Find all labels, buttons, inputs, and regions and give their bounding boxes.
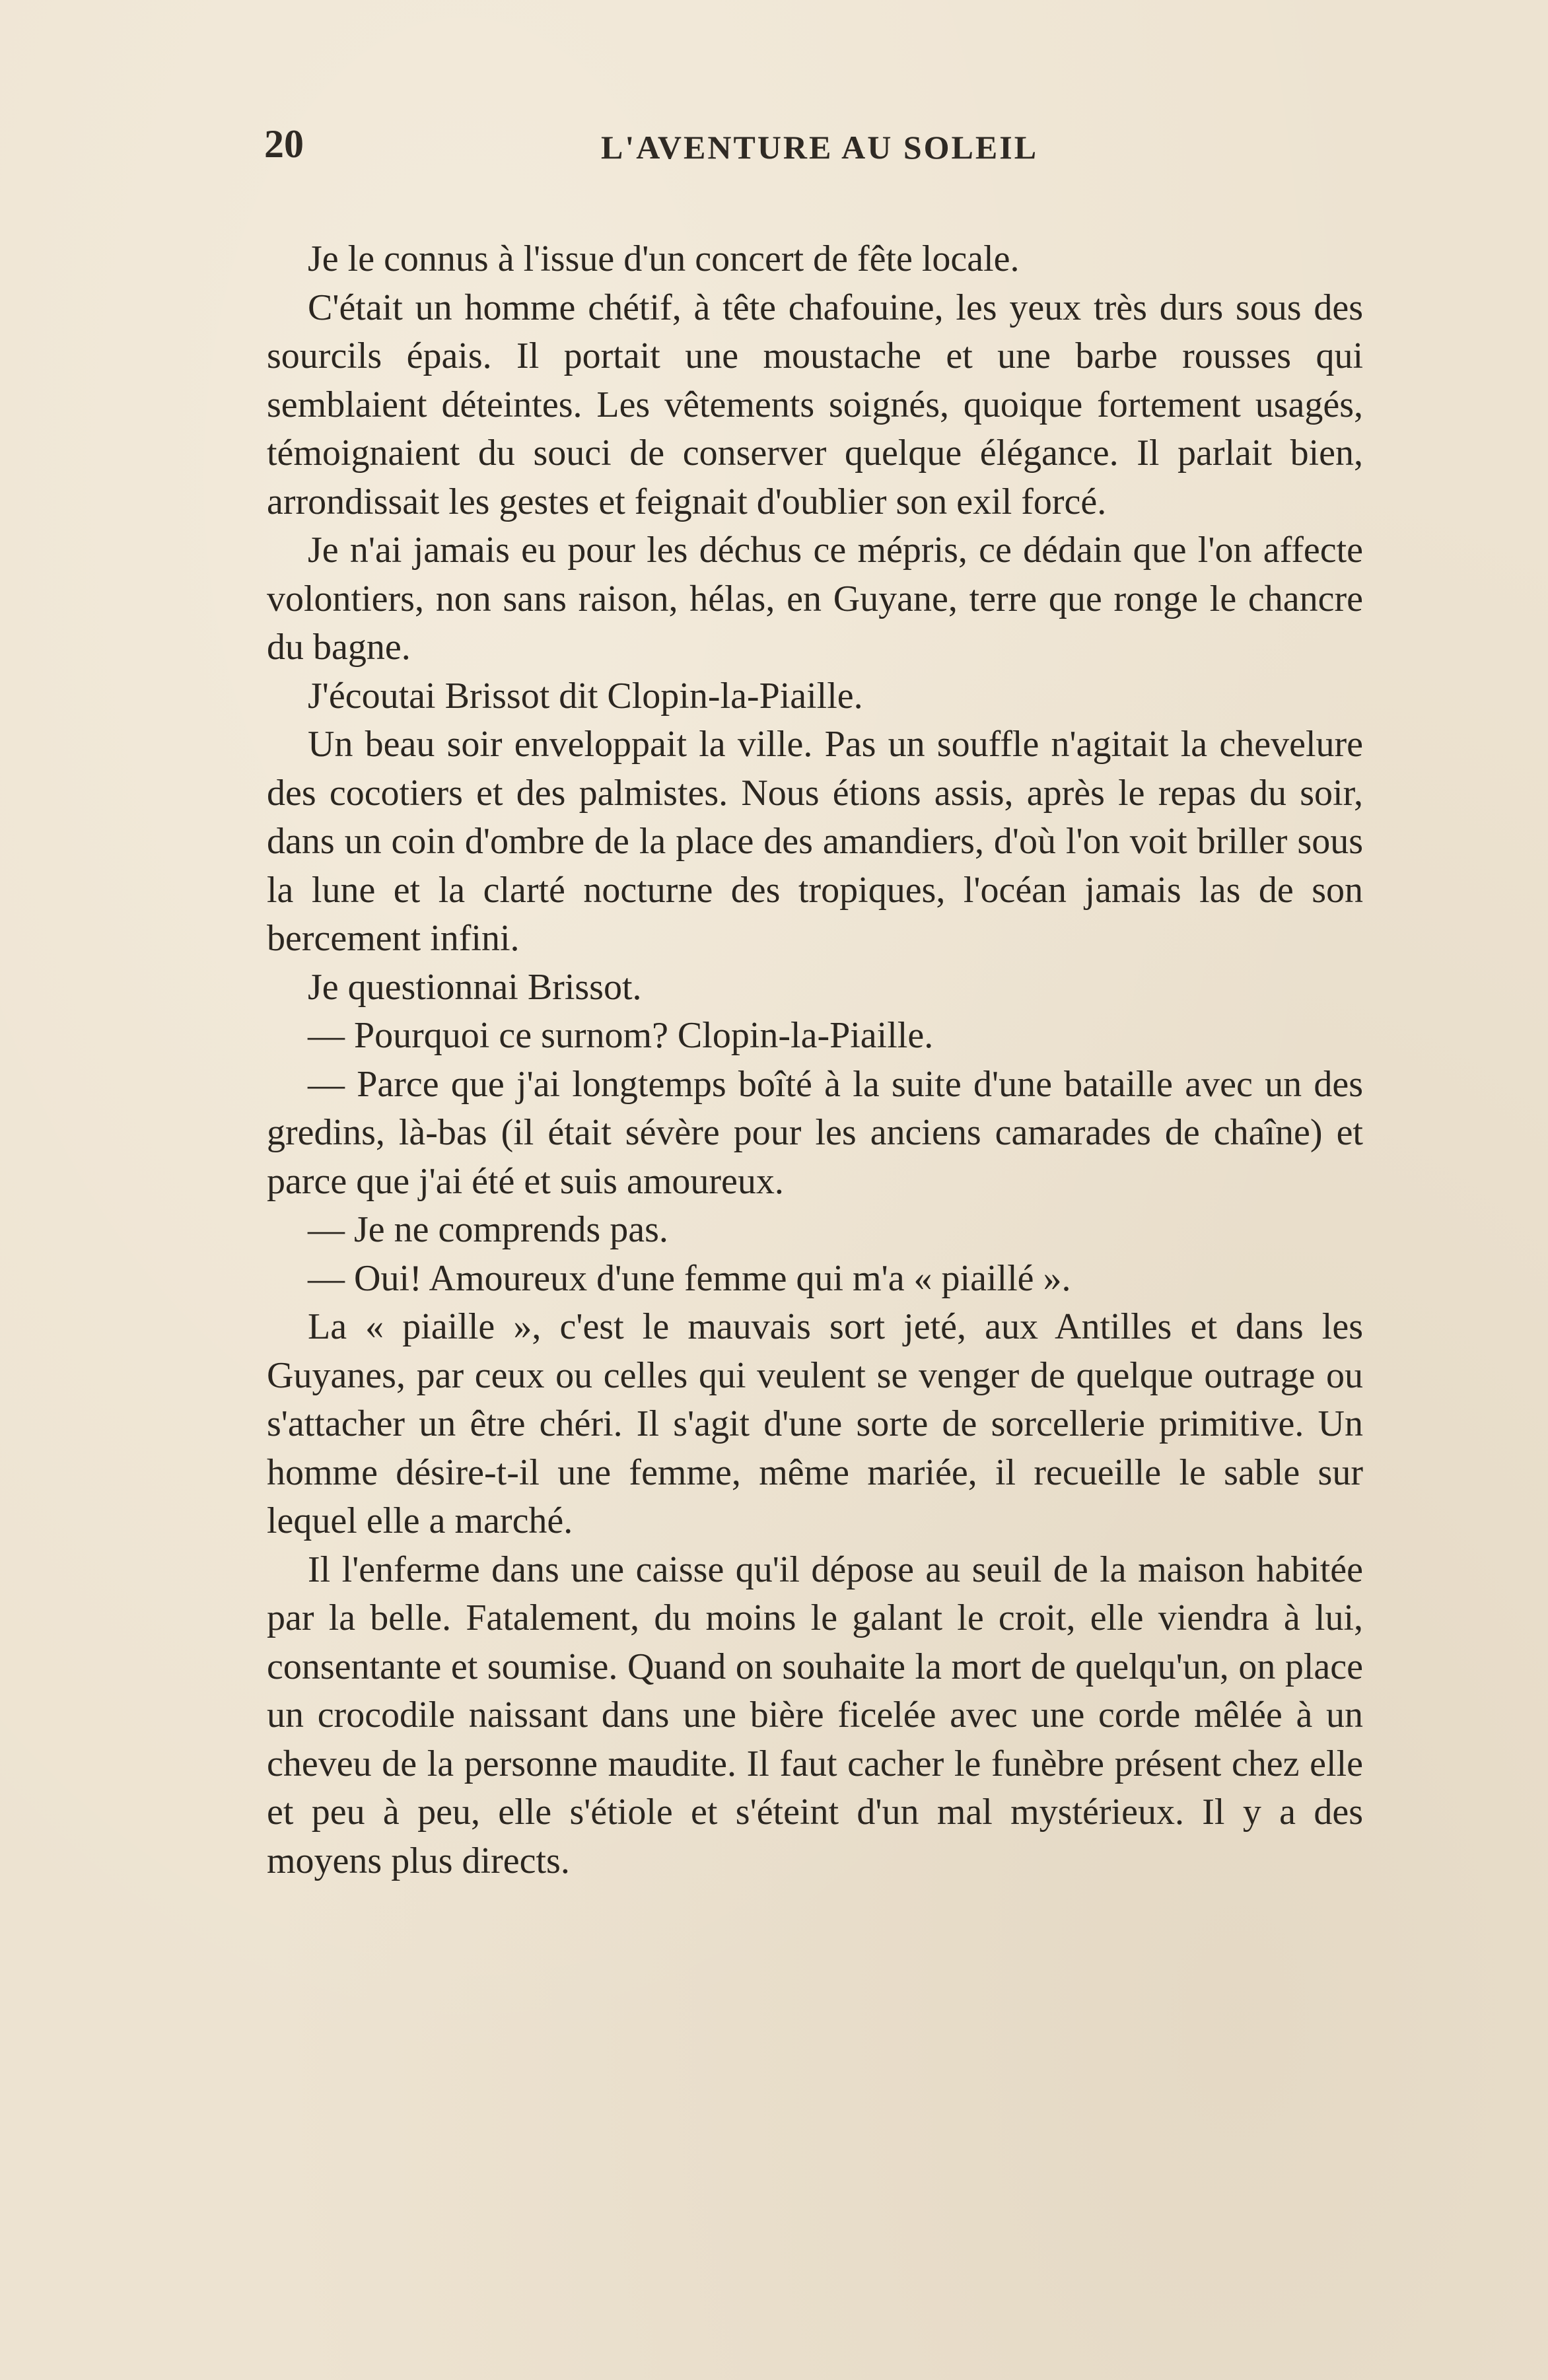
running-title: L'AVENTURE AU SOLEIL <box>601 129 1039 166</box>
dialogue-line: — Je ne comprends pas. <box>308 1209 668 1250</box>
paragraph: Un beau soir enveloppait la ville. Pas un souffle n'agitait la chevelure des cocotiers et des palmistes. Nous étions assis, après le repas du soir, dans un coin d'ombre de la place des amandiers, d'où l'on voit briller sous la lune et la clarté nocturne des tropiques, l'océan jamais las de son bercement infini. <box>267 724 1363 959</box>
paragraph: La « piaille », c'est le mauvais sort jeté, aux Antilles et dans les Guyanes, par ceux ou celles qui veulent se venger de quelque outrage ou s'attacher un être chéri. Il s'agit d'une sorte de sorcellerie primitive. Un homme désire-t-il une femme, même mariée, il recueille le sable sur lequel elle a marché. <box>267 1306 1363 1541</box>
paragraph: Je le connus à l'issue d'un concert de fête locale. <box>308 238 1020 279</box>
paragraph: J'écoutai Brissot dit Clopin-la-Piaille. <box>308 675 863 717</box>
paragraph: Il l'enferme dans une caisse qu'il dépose au seuil de la maison habitée par la belle. Fatalement, du moins le galant le croit, elle viendra à lui, consentante et soumise. Quand on souhaite la mort de quelqu'un, on place un crocodile naissant dans une bière ficelée avec une corde mêlée à un cheveu de la personne maudite. Il faut cacher le funèbre présent chez elle et peu à peu, elle s'étiole et s'éteint d'un mal mystérieux. Il y a des moyens plus directs. <box>267 1549 1363 1881</box>
dialogue-line: — Pourquoi ce surnom? Clopin-la-Piaille. <box>308 1015 934 1056</box>
dialogue-line: — Parce que j'ai longtemps boîté à la suite d'une bataille avec un des gredins, là-bas (il était sévère pour les anciens camarades de chaîne) et parce que j'ai été et suis amoureux. <box>267 1063 1363 1202</box>
paragraph: Je questionnai Brissot. <box>308 966 642 1008</box>
page-header <box>264 118 1360 170</box>
page-number: 20 <box>264 122 304 166</box>
body-text <box>267 235 1363 1885</box>
paragraph: C'était un homme chétif, à tête chafouine, les yeux très durs sous des sourcils épais. Il portait une moustache et une barbe rousses qui semblaient déteintes. Les vêtements soignés, quoique fortement usagés, témoignaient du souci de conserver quelque élégance. Il parlait bien, arrondissait les gestes et feignait d'oublier son exil forcé. <box>267 287 1363 522</box>
paragraph: Je n'ai jamais eu pour les déchus ce mépris, ce dédain que l'on affecte volontiers, non sans raison, hélas, en Guyane, terre que ronge le chancre du bagne. <box>267 530 1363 668</box>
dialogue-line: — Oui! Amoureux d'une femme qui m'a « piaillé ». <box>308 1257 1071 1299</box>
